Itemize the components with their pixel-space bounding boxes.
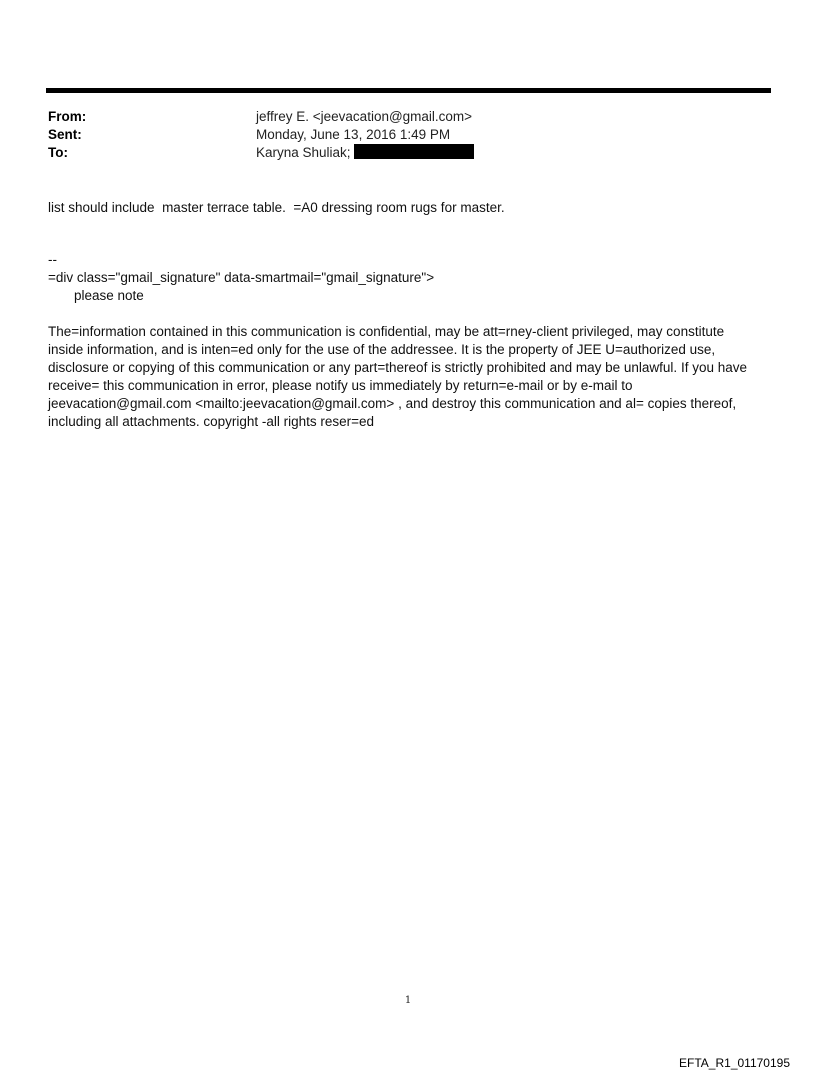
bates-number: EFTA_R1_01170195 xyxy=(679,1056,790,1070)
message-body: list should include master terrace table. =A0 dressing room rugs for master. xyxy=(48,200,505,215)
signature-dashes: -- xyxy=(48,252,57,267)
signature-markup: =div class="gmail_signature" data-smartmail="gmail_signature"> xyxy=(48,270,435,285)
to-value-wrapper xyxy=(256,144,474,162)
sent-row xyxy=(48,126,768,144)
from-row xyxy=(48,108,768,126)
from-value: jeffrey E. <jeevacation@gmail.com> xyxy=(256,109,473,124)
sent-value: Monday, June 13, 2016 1:49 PM xyxy=(256,127,451,142)
to-label: To: xyxy=(48,145,68,160)
email-header xyxy=(48,108,768,162)
sent-label: Sent: xyxy=(48,127,82,142)
confidentiality-disclaimer: The=information contained in this communication is confidential, may be att=rney-client privileged, may constitute inside information, and is inten=ed only for the use of the addressee. It is the property of JEE U=authorized use, disclosure or copying of this communication or any part=thereof is strictly prohibited and may be unlawful. If you have receive= this communication in error, please notify us immediately by return=e-mail or by e-mail to jeevacation@gmail.com <mailto:jeevacation@gmail.com> , and destroy this communication and al= copies thereof, including all attachments. copyright -all rights reser=ed xyxy=(48,324,747,429)
to-value: Karyna Shuliak; xyxy=(256,145,351,160)
signature-note: please note xyxy=(74,288,144,303)
from-label: From: xyxy=(48,109,87,124)
to-row xyxy=(48,144,768,162)
header-rule xyxy=(46,88,771,93)
redaction-box xyxy=(354,144,474,159)
page-number: 1 xyxy=(404,995,412,1006)
